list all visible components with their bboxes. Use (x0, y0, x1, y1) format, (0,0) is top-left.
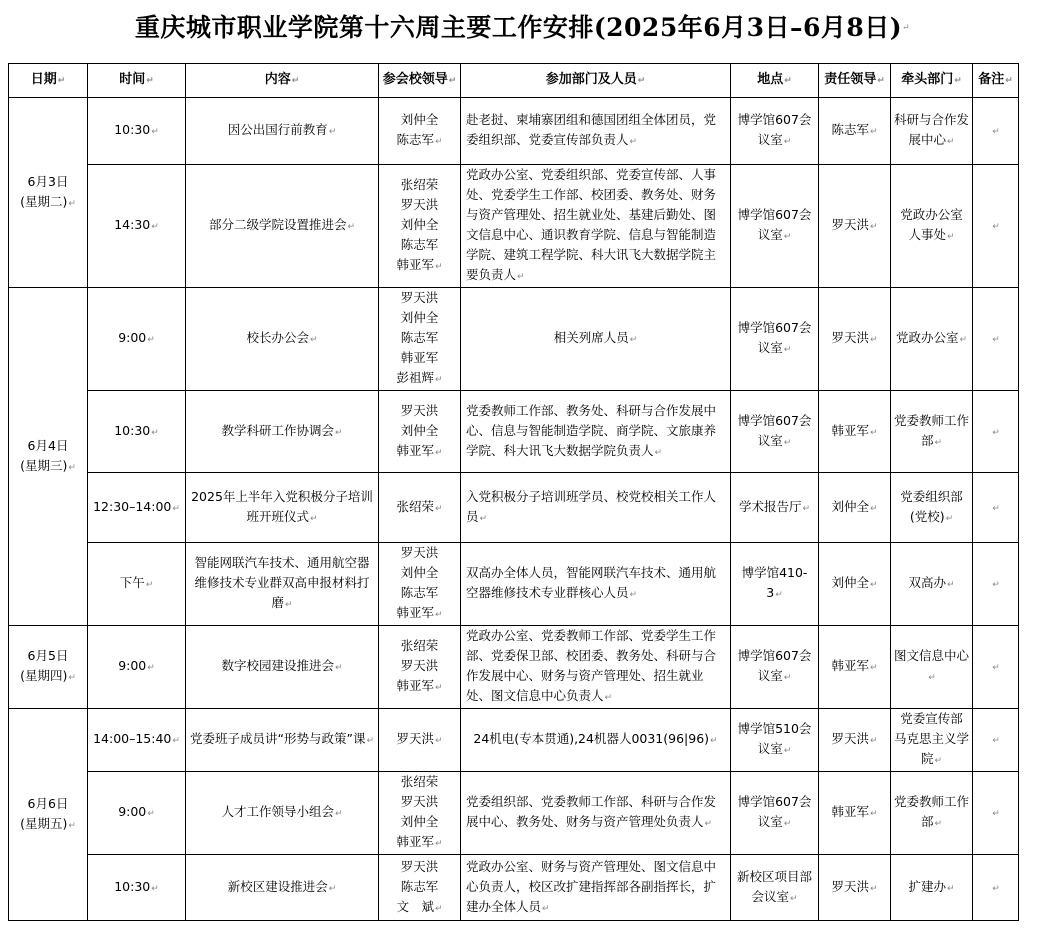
location-cell: 博学馆607会议室↵ (731, 288, 819, 391)
lead-dept-cell: 党委组织部(党校)↵ (891, 473, 973, 543)
lead-dept-cell: 党委宣传部 马克思主义学院↵ (891, 709, 973, 772)
date-cell: 6月3日 (星期二)↵ (9, 98, 88, 288)
paragraph-mark: ↵ (309, 513, 318, 524)
paragraph-mark: ↵ (784, 76, 792, 86)
lead-dept-cell: 扩建办↵ (891, 855, 973, 921)
content-cell: 新校区建设推进会↵ (186, 855, 379, 921)
schedule-table-continued (8, 708, 1019, 921)
paragraph-mark: ↵ (869, 127, 878, 137)
paragraph-mark: ↵ (704, 819, 713, 829)
paragraph-mark: ↵ (68, 462, 76, 473)
participants-cell: 党政办公室、财务与资产管理处、图文信息中心负责人，校区改扩建指挥部各副指挥长，扩建办全体人员↵ (461, 855, 731, 921)
date-cell: 6月4日 (星期三)↵ (9, 288, 88, 626)
paragraph-mark: ↵ (68, 198, 76, 209)
paragraph-mark: ↵ (775, 590, 783, 600)
paragraph-mark: ↵ (328, 883, 337, 894)
time-cell: 下午↵ (88, 543, 186, 626)
schedule-table (8, 63, 1019, 709)
remark-cell (973, 288, 1019, 391)
time-cell: 14:00–15:40↵ (88, 709, 186, 772)
paragraph-mark: ↵ (869, 883, 878, 894)
paragraph-mark: ↵ (877, 76, 885, 86)
paragraph-mark: ↵ (347, 222, 356, 232)
paragraph-mark: ↵ (992, 663, 1000, 673)
paragraph-mark: ↵ (869, 663, 878, 673)
table-row (9, 98, 1019, 165)
participants-cell: 党政办公室、党委组织部、党委宣传部、人事处、党委学生工作部、校团委、教务处、财务与资产管理处、招生就业处、基建后勤处、图文信息中心、通识教育学院、信息与智能制造学院、建筑工程学院、科大讯飞大数据学院主要负责人↵ (461, 165, 731, 288)
lead-dept-cell: 科研与合作发展中心↵ (891, 98, 973, 165)
responsible-cell: 陈志军↵ (819, 98, 891, 165)
paragraph-mark: ↵ (434, 375, 443, 385)
paragraph-mark: ↵ (629, 335, 638, 345)
paragraph-mark: ↵ (783, 137, 792, 147)
paragraph-mark: ↵ (934, 437, 943, 448)
header-cell: 参会校领导↵ (379, 64, 461, 98)
responsible-cell: 罗天洪↵ (819, 709, 891, 772)
time-cell: 12:30–14:00↵ (88, 473, 186, 543)
table-row (9, 391, 1019, 473)
leaders-cell: 罗天洪 刘仲全 陈志军 韩亚军 彭祖辉↵ (379, 288, 461, 391)
participants-cell: 党委组织部、党委教师工作部、科研与合作发展中心、教务处、财务与资产管理处负责人↵ (461, 772, 731, 855)
paragraph-mark: ↵ (654, 447, 663, 458)
paragraph-mark: ↵ (448, 76, 457, 86)
responsible-cell: 刘仲全↵ (819, 473, 891, 543)
responsible-cell: 刘仲全↵ (819, 543, 891, 626)
paragraph-mark: ↵ (151, 883, 159, 894)
paragraph-mark: ↵ (945, 513, 954, 524)
paragraph-mark: ↵ (434, 839, 443, 849)
paragraph-mark: ↵ (783, 673, 792, 683)
content-cell: 部分二级学院设置推进会↵ (186, 165, 379, 288)
responsible-cell: 韩亚军↵ (819, 391, 891, 473)
paragraph-mark: ↵ (992, 335, 1000, 345)
paragraph-mark: ↵ (1005, 76, 1013, 86)
paragraph-mark: ↵ (869, 736, 878, 746)
content-cell: 智能网联汽车技术、通用航空器维修技术专业群双高申报材料打磨↵ (186, 543, 379, 626)
paragraph-mark: ↵ (328, 127, 337, 137)
paragraph-mark: ↵ (637, 76, 646, 86)
paragraph-mark: ↵ (992, 127, 1000, 137)
content-cell: 教学科研工作协调会↵ (186, 391, 379, 473)
paragraph-mark: ↵ (284, 600, 293, 610)
participants-cell: 双高办全体人员，智能网联汽车技术、通用航空器维修技术专业群核心人员↵ (461, 543, 731, 626)
date-cell: 6月5日 (星期四)↵ (9, 626, 88, 709)
location-cell: 博学馆510会议室↵ (731, 709, 819, 772)
paragraph-mark: ↵ (147, 335, 155, 345)
paragraph-mark: ↵ (57, 76, 66, 86)
paragraph-mark: ↵ (146, 76, 154, 86)
paragraph-mark: ↵ (434, 736, 443, 746)
paragraph-mark: ↵ (934, 756, 943, 766)
leaders-cell: 张绍荣 罗天洪 刘仲全 韩亚军↵ (379, 772, 461, 855)
leaders-cell: 罗天洪↵ (379, 709, 461, 772)
remark-cell (973, 709, 1019, 772)
paragraph-mark: ↵ (434, 503, 443, 514)
lead-dept-cell: 党政办公室 人事处↵ (891, 165, 973, 288)
paragraph-mark: ↵ (145, 580, 154, 590)
leaders-cell: 刘仲全 陈志军↵ (379, 98, 461, 165)
content-cell: 2025年上半年入党积极分子培训班开班仪式↵ (186, 473, 379, 543)
responsible-cell: 韩亚军↵ (819, 626, 891, 709)
responsible-cell: 罗天洪↵ (819, 855, 891, 921)
responsible-cell: 韩亚军↵ (819, 772, 891, 855)
paragraph-mark: ↵ (434, 683, 443, 693)
leaders-cell: 张绍荣↵ (379, 473, 461, 543)
paragraph-mark: ↵ (434, 262, 443, 272)
lead-dept-cell: 图文信息中心↵ (891, 626, 973, 709)
location-cell: 博学馆607会议室↵ (731, 626, 819, 709)
paragraph-mark: ↵ (802, 503, 811, 514)
remark-cell (973, 626, 1019, 709)
paragraph-mark: ↵ (517, 272, 525, 282)
paragraph-mark: ↵ (366, 736, 374, 746)
table-row (9, 855, 1019, 921)
leaders-cell: 罗天洪 刘仲全 陈志军 韩亚军↵ (379, 543, 461, 626)
paragraph-mark: ↵ (151, 127, 159, 137)
paragraph-mark: ↵ (959, 335, 968, 345)
remark-cell (973, 98, 1019, 165)
paragraph-mark: ↵ (869, 335, 878, 345)
paragraph-mark: ↵ (954, 76, 962, 86)
table-row (9, 709, 1019, 772)
time-cell: 10:30↵ (88, 391, 186, 473)
participants-cell: 24机电(专本贯通),24机器人0031(96|96)↵ (461, 709, 731, 772)
time-cell: 10:30↵ (88, 98, 186, 165)
paragraph-mark: ↵ (992, 503, 1000, 514)
paragraph-mark: ↵ (68, 673, 76, 683)
paragraph-mark: ↵ (783, 437, 792, 448)
location-cell: 博学馆410-3↵ (731, 543, 819, 626)
location-cell: 新校区项目部会议室↵ (731, 855, 819, 921)
participants-cell: 相关列席人员↵ (461, 288, 731, 391)
table-row (9, 288, 1019, 391)
paragraph-mark: ↵ (992, 580, 1000, 590)
time-cell: 9:00↵ (88, 772, 186, 855)
paragraph-mark: ↵ (334, 427, 343, 438)
time-cell: 10:30↵ (88, 855, 186, 921)
time-cell: 14:30↵ (88, 165, 186, 288)
responsible-cell: 罗天洪↵ (819, 165, 891, 288)
table-row (9, 543, 1019, 626)
paragraph-mark: ↵ (151, 222, 159, 232)
leaders-cell: 罗天洪 陈志军 文 斌↵ (379, 855, 461, 921)
participants-cell: 党委教师工作部、教务处、科研与合作发展中心、信息与智能制造学院、商学院、文旅康养学院、科大讯飞大数据学院负责人↵ (461, 391, 731, 473)
location-cell: 博学馆607会议室↵ (731, 98, 819, 165)
participants-cell: 入党积极分子培训班学员、校党校相关工作人员↵ (461, 473, 731, 543)
remark-cell (973, 165, 1019, 288)
remark-cell (973, 473, 1019, 543)
header-cell: 日期↵ (9, 64, 88, 98)
paragraph-mark: ↵ (783, 232, 792, 242)
paragraph-mark: ↵ (68, 820, 76, 831)
lead-dept-cell: 双高办↵ (891, 543, 973, 626)
paragraph-mark: ↵ (869, 503, 878, 514)
paragraph-mark: ↵ (172, 503, 180, 514)
leaders-cell: 罗天洪 刘仲全 韩亚军↵ (379, 391, 461, 473)
paragraph-mark: ↵ (869, 809, 878, 819)
header-cell: 参加部门及人员↵ (461, 64, 731, 98)
paragraph-mark: ↵ (151, 427, 159, 438)
paragraph-mark: ↵ (783, 345, 792, 355)
table-row (9, 626, 1019, 709)
paragraph-mark: ↵ (309, 335, 318, 345)
remark-cell (973, 391, 1019, 473)
paragraph-mark: ↵ (783, 746, 792, 756)
table-row (9, 165, 1019, 288)
paragraph-mark: ↵ (992, 883, 1000, 894)
lead-dept-cell: 党委教师工作部↵ (891, 772, 973, 855)
page-title: 重庆城市职业学院第十六周主要工作安排(2025年6月3日–6月8日)↵ (134, 13, 911, 42)
paragraph-mark: ↵ (291, 76, 300, 86)
header-cell: 时间↵ (88, 64, 186, 98)
location-cell: 博学馆607会议室↵ (731, 391, 819, 473)
header-cell: 内容↵ (186, 64, 379, 98)
paragraph-mark: ↵ (928, 673, 936, 683)
paragraph-mark: ↵ (992, 427, 1000, 438)
paragraph-mark: ↵ (869, 427, 878, 438)
content-cell: 校长办公会↵ (186, 288, 379, 391)
paragraph-mark: ↵ (783, 819, 792, 829)
paragraph-mark: ↵ (334, 663, 343, 673)
remark-cell (973, 855, 1019, 921)
paragraph-mark: ↵ (789, 893, 798, 904)
paragraph-mark: ↵ (434, 447, 443, 458)
content-cell: 因公出国行前教育↵ (186, 98, 379, 165)
table-row (9, 473, 1019, 543)
paragraph-mark: ↵ (710, 736, 718, 746)
leaders-cell: 张绍荣 罗天洪 韩亚军↵ (379, 626, 461, 709)
time-cell: 9:00↵ (88, 288, 186, 391)
paragraph-mark: ↵ (172, 736, 180, 746)
paragraph-mark: ↵ (147, 663, 155, 673)
content-cell: 数字校园建设推进会↵ (186, 626, 379, 709)
paragraph-mark: ↵ (992, 809, 1000, 819)
content-cell: 党委班子成员讲“形势与政策”课↵ (186, 709, 379, 772)
header-cell: 责任领导↵ (819, 64, 891, 98)
paragraph-mark: ↵ (946, 883, 955, 894)
paragraph-mark: ↵ (992, 736, 1000, 746)
paragraph-mark: ↵ (934, 819, 943, 829)
paragraph-mark: ↵ (334, 809, 343, 819)
time-cell: 9:00↵ (88, 626, 186, 709)
paragraph-mark: ↵ (992, 222, 1000, 232)
location-cell: 博学馆607会议室↵ (731, 165, 819, 288)
table-row (9, 772, 1019, 855)
paragraph-mark: ↵ (604, 693, 613, 703)
participants-cell: 党政办公室、党委教师工作部、党委学生工作部、党委保卫部、校团委、教务处、科研与合作发展中心、财务与资产管理处、招生就业处、图文信息中心负责人↵ (461, 626, 731, 709)
header-cell: 备注↵ (973, 64, 1019, 98)
paragraph-mark: ↵ (434, 903, 443, 914)
header-row (9, 64, 1019, 98)
paragraph-mark: ↵ (479, 513, 488, 524)
responsible-cell: 罗天洪↵ (819, 288, 891, 391)
header-cell: 牵头部门↵ (891, 64, 973, 98)
paragraph-mark: ↵ (147, 809, 155, 819)
remark-cell (973, 772, 1019, 855)
paragraph-mark: ↵ (434, 610, 443, 620)
paragraph-mark: ↵ (869, 222, 878, 232)
lead-dept-cell: 党政办公室↵ (891, 288, 973, 391)
location-cell: 博学馆607会议室↵ (731, 772, 819, 855)
participants-cell: 赴老挝、柬埔寨团组和德国团组全体团员，党委组织部、党委宣传部负责人↵ (461, 98, 731, 165)
leaders-cell: 张绍荣 罗天洪 刘仲全 陈志军 韩亚军↵ (379, 165, 461, 288)
content-cell: 人才工作领导小组会↵ (186, 772, 379, 855)
paragraph-mark: ↵ (946, 580, 955, 590)
paragraph-mark: ↵ (869, 580, 878, 590)
remark-cell (973, 543, 1019, 626)
location-cell: 学术报告厅↵ (731, 473, 819, 543)
paragraph-mark: ↵ (629, 590, 638, 600)
paragraph-mark: ↵ (542, 903, 550, 914)
date-cell: 6月6日 (星期五)↵ (9, 709, 88, 921)
paragraph-mark: ↵ (946, 137, 955, 147)
lead-dept-cell: 党委教师工作部↵ (891, 391, 973, 473)
header-cell: 地点↵ (731, 64, 819, 98)
paragraph-mark: ↵ (434, 137, 443, 147)
paragraph-mark: ↵ (946, 232, 955, 242)
paragraph-mark: ↵ (629, 137, 638, 147)
